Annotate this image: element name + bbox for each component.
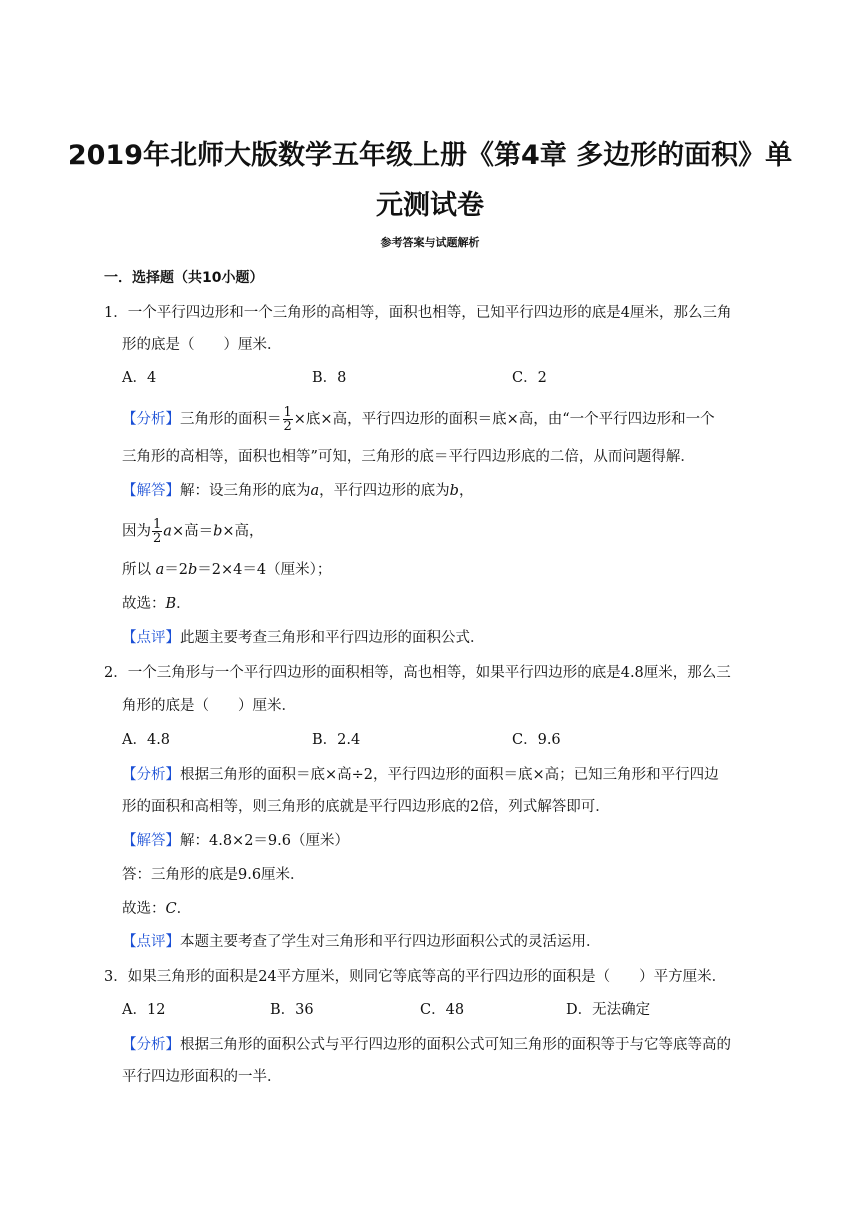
comment-tag: 【点评】 (122, 934, 180, 950)
q2-analysis-line1: 【分析】根据三角形的面积＝底×高÷2，平行四边形的面积＝底×高；已知三角形和平行四边 (122, 767, 719, 783)
q1-option-b: B．8 (312, 370, 347, 386)
analysis-tag: 【分析】 (122, 1037, 180, 1053)
q1-option-a: A．4 (122, 370, 157, 386)
q2-option-c: C．9.6 (512, 732, 561, 748)
q2-answer: 答：三角形的底是9.6厘米． (122, 867, 305, 883)
q1-stem-line1: 1．一个平行四边形和一个三角形的高相等，面积也相等，已知平行四边形的底是4厘米，那么三角 (104, 305, 732, 321)
solution-tag: 【解答】 (122, 833, 180, 849)
q3-option-d: D．无法确定 (566, 1002, 651, 1018)
q2-option-a: A．4.8 (122, 732, 171, 748)
document-title-line1: 2019年北师大版数学五年级上册《第4章 多边形的面积》单 (67, 140, 793, 171)
q1-choice: 故选：B． (122, 596, 191, 612)
q2-stem-line2: 角形的底是（ ）厘米． (122, 698, 296, 714)
q1-solution-line1: 【解答】解：设三角形的底为a，平行四边形的底为b， (122, 483, 474, 499)
document-subtitle: 参考答案与试题解析 (380, 236, 480, 249)
q2-comment: 【点评】本题主要考查了学生对三角形和平行四边形面积公式的灵活运用． (122, 934, 601, 950)
q2-option-b: B．2.4 (312, 732, 361, 748)
q3-option-b: B．36 (270, 1002, 314, 1018)
section-heading: 一．选择题（共10小题） (104, 270, 264, 286)
q3-analysis-line2: 平行四边形面积的一半． (122, 1069, 282, 1085)
q2-analysis-line2: 形的面积和高相等，则三角形的底就是平行四边形底的2倍，列式解答即可． (122, 799, 610, 815)
fraction-one-half: $\frac{1}{2}$ (153, 517, 162, 546)
analysis-tag: 【分析】 (122, 767, 180, 783)
q1-option-c: C．2 (512, 370, 547, 386)
q1-comment: 【点评】此题主要考查三角形和平行四边形的面积公式． (122, 630, 485, 646)
q1-solution-line2: 因为 $\frac{1}{2}$ a×高＝b×高， (122, 517, 264, 546)
comment-tag: 【点评】 (122, 630, 180, 646)
q2-solution-line1: 【解答】解：4.8×2＝9.6（厘米） (122, 833, 349, 849)
document-title-line2: 元测试卷 (376, 190, 484, 221)
q1-analysis-line1: 【分析】三角形的面积＝ $\frac{1}{2}$ ×底×高，平行四边形的面积＝底×高，由“一个平行四边形和一个 (122, 405, 715, 434)
q1-stem-line2: 形的底是（ ）厘米． (122, 337, 282, 353)
fraction-one-half: $\frac{1}{2}$ (283, 405, 292, 434)
analysis-tag: 【分析】 (122, 411, 180, 428)
solution-tag: 【解答】 (122, 483, 180, 499)
q2-stem-line1: 2．一个三角形与一个平行四边形的面积相等，高也相等，如果平行四边形的底是4.8厘米，那么三 (104, 665, 731, 681)
q1-analysis-line2: 三角形的高相等，面积也相等”可知，三角形的底＝平行四边形底的二倍，从而问题得解． (122, 449, 695, 465)
q1-solution-line3: 所以 a＝2b＝2×4＝4（厘米）； (122, 562, 332, 578)
q3-stem-line1: 3．如果三角形的面积是24平方厘米，则同它等底等高的平行四边形的面积是（ ）平方厘米． (104, 969, 727, 985)
q3-option-c: C．48 (420, 1002, 465, 1018)
q3-analysis-line1: 【分析】根据三角形的面积公式与平行四边形的面积公式可知三角形的面积等于与它等底等高的 (122, 1037, 731, 1053)
q2-choice: 故选：C． (122, 901, 192, 917)
q3-option-a: A．12 (122, 1002, 166, 1018)
